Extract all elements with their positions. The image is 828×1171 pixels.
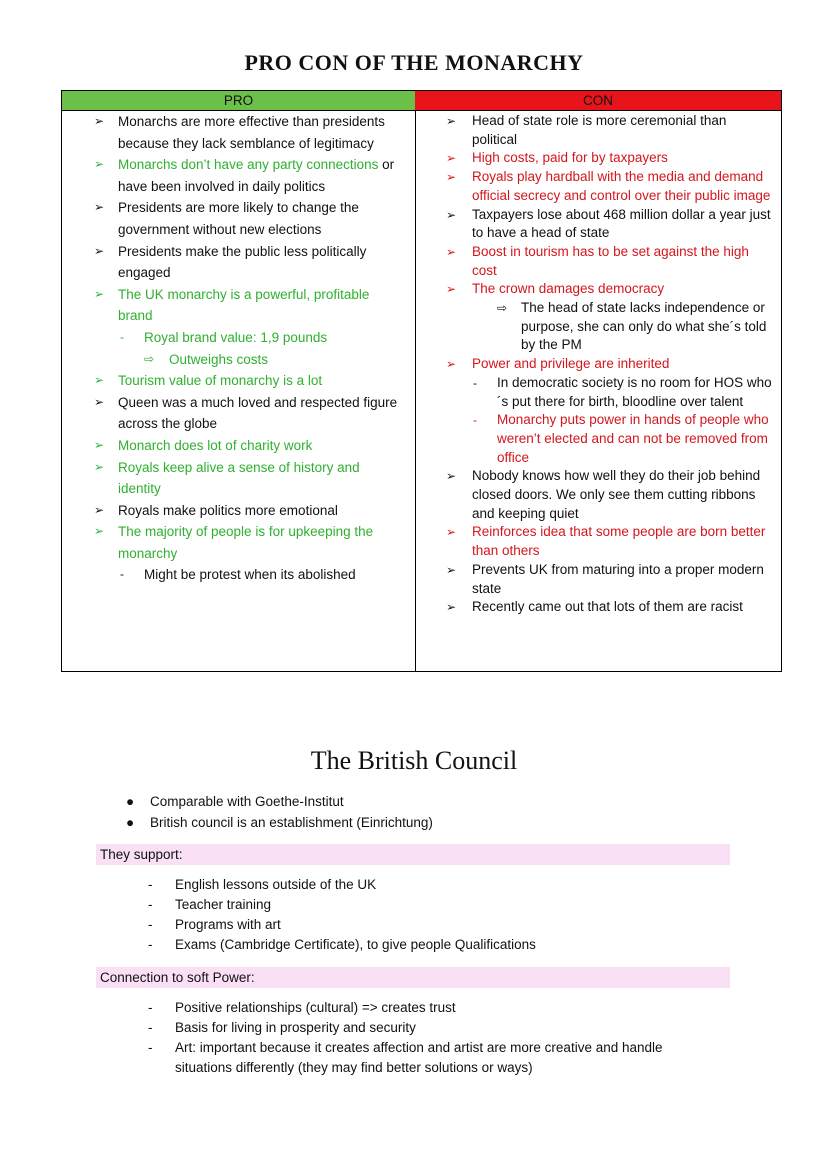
pro-header: PRO [62, 91, 415, 111]
pro-con-table [61, 90, 782, 672]
bullet-text: British council is an establishment (Einrichtung) [150, 815, 433, 830]
pro-item [62, 370, 415, 392]
con-item-text: The head of state lacks independence or purpose, she can only do what she´s told by the PM [521, 300, 767, 353]
list-item-text: Exams (Cambridge Certificate), to give people Qualifications [175, 937, 536, 952]
pro-item-text: Monarchs don’t have any party connections [118, 157, 379, 173]
arrow-bullet-icon: ➢ [446, 357, 457, 372]
list-item [148, 915, 708, 935]
arrow-bullet-icon: ➢ [94, 524, 105, 539]
arrow-bullet-icon: ➢ [94, 502, 105, 517]
pro-item-text: Queen was a much loved and respected figure across the globe [118, 394, 398, 432]
pro-item [62, 500, 415, 522]
list-item-text: Art: important because it creates affection and artist are more creative and handle situations differently (they may find better solutions or ways) [175, 1040, 663, 1075]
list-item-text: Basis for living in prosperity and security [175, 1020, 416, 1035]
list-item [148, 935, 708, 955]
list-item-text: English lessons outside of the UK [175, 877, 377, 892]
pro-item [62, 392, 415, 435]
arrow-bullet-icon: ➢ [446, 600, 457, 615]
pro-item-text: Might be protest when its abolished [144, 567, 356, 583]
soft-power-heading: Connection to soft Power: [96, 967, 730, 988]
con-item [415, 112, 781, 149]
pro-item-text: The UK monarchy is a powerful, profitable brand [118, 286, 370, 324]
arrow-bullet-icon: ➢ [94, 200, 105, 215]
con-item [415, 280, 781, 299]
bullet-item [124, 791, 433, 812]
pro-column [62, 91, 416, 671]
arrow-bullet-icon: ➢ [446, 244, 457, 259]
pro-item-text: Royals keep alive a sense of history and identity [118, 459, 360, 497]
dash-icon: - [148, 1000, 153, 1015]
outline-arrow-icon: ⇨ [497, 301, 508, 316]
pro-item [62, 284, 415, 327]
con-item-text: The crown damages democracy [472, 281, 665, 297]
con-item-text: Power and privilege are inherited [472, 356, 670, 372]
dash-icon: - [148, 877, 153, 892]
dash-icon: - [148, 1040, 153, 1055]
bullet-item [124, 812, 433, 833]
pro-list [62, 111, 415, 586]
con-item [415, 355, 781, 374]
dash-icon: - [148, 1020, 153, 1035]
arrow-bullet-icon: ➢ [446, 562, 457, 577]
dash-icon: - [473, 413, 477, 428]
con-item [415, 149, 781, 168]
pro-item-text: Monarch does lot of charity work [118, 437, 313, 453]
con-item [415, 523, 781, 560]
list-item [148, 1038, 708, 1078]
con-item [415, 168, 781, 205]
pro-item [62, 435, 415, 457]
pro-item-text: Presidents make the public less politically engaged [118, 243, 367, 281]
con-header: CON [415, 91, 781, 111]
pro-item-text: Royal brand value: 1,9 pounds [144, 329, 328, 345]
pro-item [62, 241, 415, 284]
con-item-text: Monarchy puts power in hands of people who weren’t elected and can not be removed from office [497, 412, 769, 465]
arrow-bullet-icon: ➢ [446, 114, 457, 128]
con-item-text: Recently came out that lots of them are racist [472, 599, 743, 615]
arrow-bullet-icon: ➢ [446, 170, 457, 185]
arrow-bullet-icon: ➢ [446, 282, 457, 297]
dash-icon: - [148, 937, 153, 952]
con-item-text: Nobody knows how well they do their job behind closed doors. We only see them cutting ribbons and keeping quiet [472, 468, 761, 521]
arrow-bullet-icon: ➢ [446, 525, 457, 540]
bullet-icon: ● [126, 815, 135, 830]
bullet-text: Comparable with Goethe-Institut [150, 794, 344, 809]
con-item [415, 411, 781, 467]
con-column [415, 91, 781, 671]
arrow-bullet-icon: ➢ [94, 114, 105, 128]
list-item [148, 895, 708, 915]
list-item-text: Positive relationships (cultural) => creates trust [175, 1000, 456, 1015]
con-item [415, 243, 781, 280]
pro-item [62, 111, 415, 154]
pro-item-text: Tourism value of monarchy is a lot [118, 373, 323, 389]
pro-item-suffix: or have been involved in daily politics [118, 157, 395, 194]
council-bullets [124, 791, 433, 833]
con-item [415, 299, 781, 355]
con-item-text: Taxpayers lose about 468 million dollar a year just to have a head of state [472, 206, 771, 241]
arrow-bullet-icon: ➢ [94, 243, 105, 258]
pro-item [62, 457, 415, 500]
arrow-bullet-icon: ➢ [446, 469, 457, 484]
con-item-text: Royals play hardball with the media and demand official secrecy and control over their public image [472, 169, 771, 203]
con-item-text: In democratic society is no room for HOS who´s put there for birth, bloodline over talent [497, 374, 772, 409]
section-title: The British Council [310, 746, 518, 775]
support-heading: They support: [96, 844, 730, 865]
list-item-text: Programs with art [175, 917, 281, 932]
con-list [415, 111, 781, 617]
dash-icon: - [148, 917, 153, 932]
list-item-text: Teacher training [175, 897, 272, 912]
arrow-bullet-icon: ➢ [446, 151, 457, 166]
con-item [415, 598, 781, 617]
dash-icon: - [473, 375, 477, 390]
con-item-text: Head of state role is more ceremonial than political [472, 113, 727, 147]
arrow-bullet-icon: ➢ [94, 437, 105, 452]
con-item-text: High costs, paid for by taxpayers [472, 150, 668, 166]
pro-item [62, 564, 415, 586]
pro-item [62, 349, 415, 371]
pro-item [62, 197, 415, 240]
con-item-text: Prevents UK from maturing into a proper modern state [472, 561, 764, 596]
pro-item-text: Outweighs costs [169, 351, 269, 367]
list-item [148, 998, 708, 1018]
dash-icon: - [148, 897, 153, 912]
arrow-bullet-icon: ➢ [94, 459, 105, 474]
list-item [148, 875, 708, 895]
con-item [415, 467, 781, 523]
pro-item [62, 154, 415, 197]
arrow-bullet-icon: ➢ [94, 394, 105, 409]
support-list [148, 875, 708, 955]
con-item [415, 561, 781, 598]
pro-item-text: Royals make politics more emotional [118, 502, 338, 518]
arrow-bullet-icon: ➢ [94, 157, 105, 172]
pro-item-text: Presidents are more likely to change the government without new elections [118, 200, 359, 237]
bullet-icon: ● [126, 794, 135, 809]
arrow-bullet-icon: ➢ [446, 207, 457, 222]
con-item [415, 206, 781, 243]
outline-arrow-icon: ⇨ [144, 351, 155, 366]
list-item [148, 1018, 708, 1038]
con-item-text: Reinforces idea that some people are born better than others [472, 524, 766, 559]
pro-item-text: The majority of people is for upkeeping the monarchy [118, 524, 374, 561]
dash-icon: - [120, 567, 124, 582]
soft-power-list [148, 998, 708, 1078]
pro-item [62, 521, 415, 564]
arrow-bullet-icon: ➢ [94, 286, 105, 301]
con-item [415, 374, 781, 411]
pro-item-text: Monarchs are more effective than presidents because they lack semblance of legitimacy [118, 114, 385, 151]
dash-icon: - [120, 329, 124, 344]
page-title: PRO CON OF THE MONARCHY [244, 50, 584, 75]
arrow-bullet-icon: ➢ [94, 373, 105, 388]
con-item-text: Boost in tourism has to be set against the high cost [472, 243, 749, 278]
pro-item [62, 327, 415, 349]
